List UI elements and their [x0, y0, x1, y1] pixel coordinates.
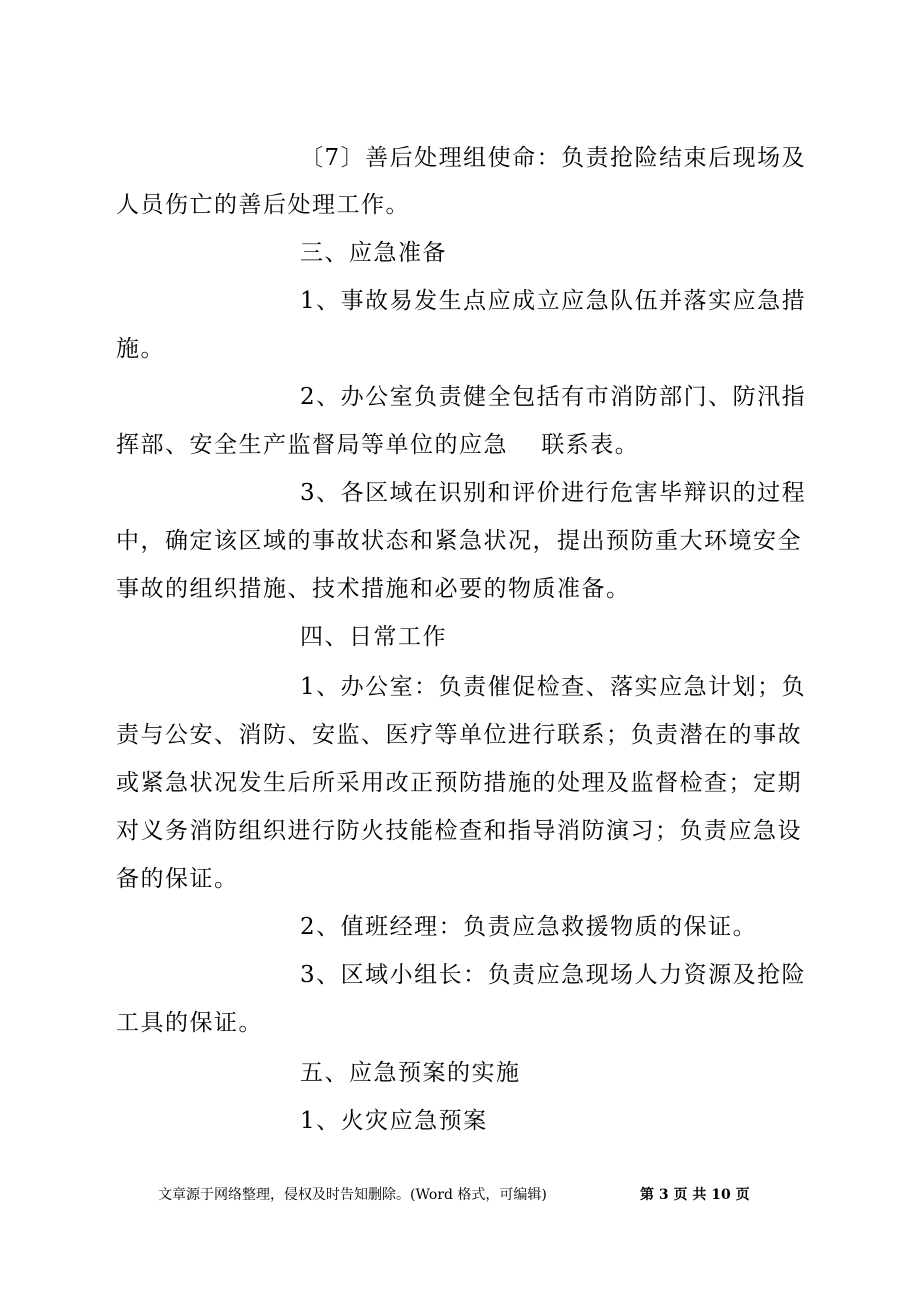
paragraph-line: 3、区域小组长：负责应急现场人力资源及抢险	[300, 962, 807, 988]
paragraph-line: 或紧急状况发生后所采用改正预防措施的处理及监督检查；定期	[116, 770, 802, 796]
subsection-heading: 1、火灾应急预案	[300, 1108, 488, 1134]
footer-note: 文章源于网络整理，侵权及时告知删除。(Word 格式，可编辑)	[158, 1187, 547, 1203]
paragraph-line: 工具的保证。	[116, 1010, 263, 1036]
paragraph-line: 1、事故易发生点应成立应急队伍并落实应急措	[300, 288, 807, 314]
paragraph-line: 〔7〕善后处理组使命：负责抢险结束后现场及	[300, 145, 807, 171]
paragraph-line: 2、值班经理：负责应急救援物质的保证。	[300, 914, 758, 940]
paragraph-line: 事故的组织措施、技术措施和必要的物质准备。	[116, 576, 631, 602]
page-number: 第 3 页 共 10 页	[640, 1187, 750, 1203]
paragraph-line: 人员伤亡的善后处理工作。	[116, 192, 410, 218]
paragraph-line: 中，确定该区域的事故状态和紧急状况，提出预防重大环境安全	[116, 528, 802, 554]
section-heading: 三、应急准备	[300, 240, 447, 266]
section-heading: 四、日常工作	[300, 624, 447, 650]
section-heading: 五、应急预案的实施	[300, 1060, 521, 1086]
paragraph-line: 3、各区域在识别和评价进行危害毕辩识的过程	[300, 480, 807, 506]
paragraph-line: 2、办公室负责健全包括有市消防部门、防汛指	[300, 384, 807, 410]
paragraph-line: 挥部、安全生产监督局等单位的应急 联系表。	[116, 432, 640, 458]
paragraph-line: 1、办公室：负责催促检查、落实应急计划；负	[300, 674, 807, 700]
paragraph-line: 备的保证。	[116, 866, 239, 892]
paragraph-line: 责与公安、消防、安监、医疗等单位进行联系；负责潜在的事故	[116, 722, 802, 748]
paragraph-line: 对义务消防组织进行防火技能检查和指导消防演习；负责应急设	[116, 818, 802, 844]
paragraph-line: 施。	[116, 336, 165, 362]
